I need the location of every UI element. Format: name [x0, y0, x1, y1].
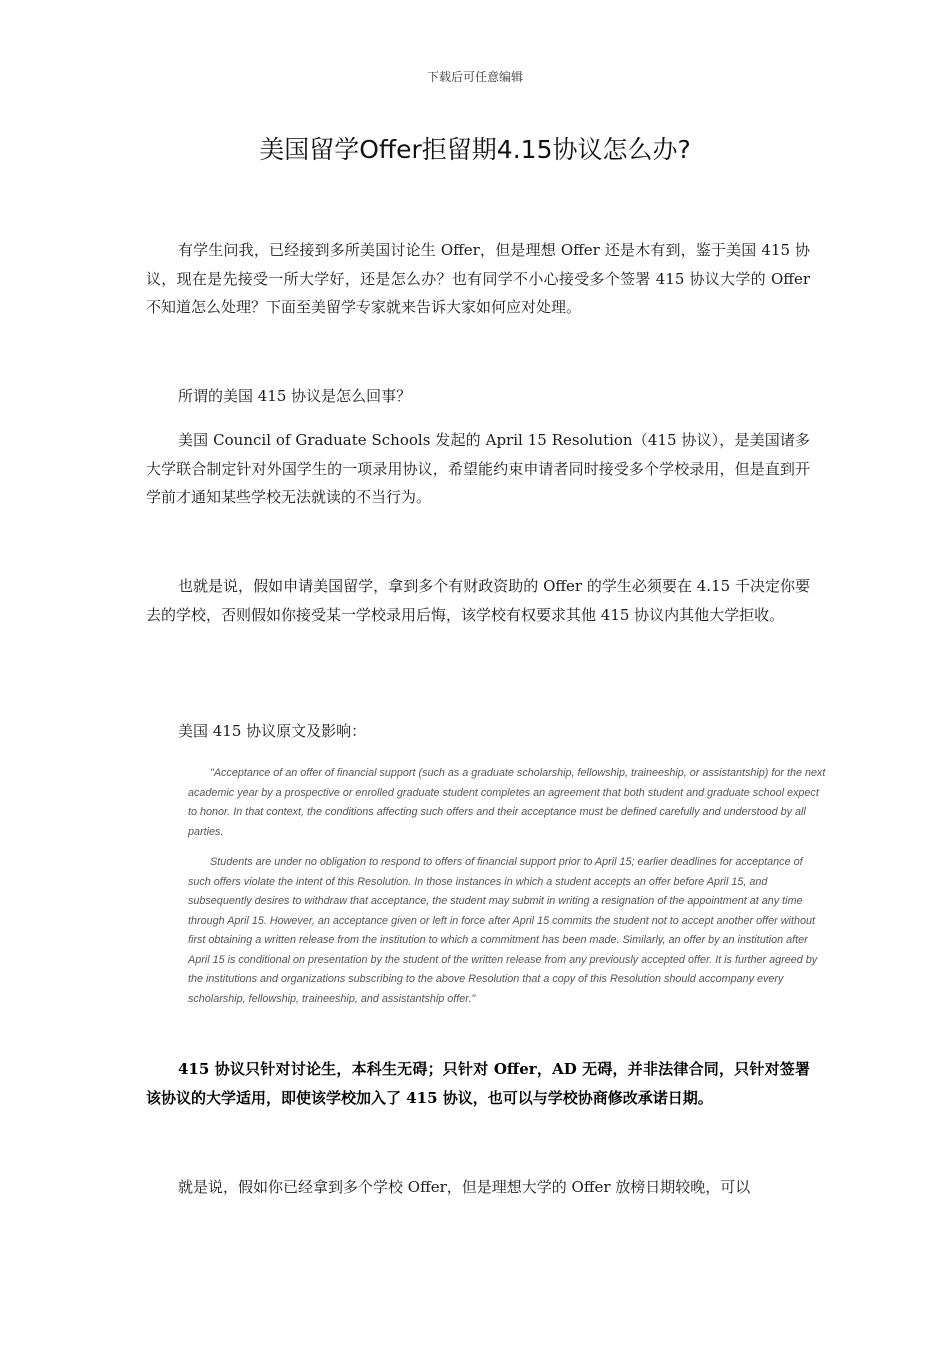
original-text-heading-paragraph: 美国 415 协议原文及影响： — [178, 722, 367, 740]
key-points-bold-paragraph: 415 协议只针对讨论生，本科生无碍；只针对 Offer，AD 无碍，并非法律合同，只针对签署该协议的大学适用，即使该学校加入了 415 协议，也可以与学校协商修改承诺日期。 — [146, 1060, 810, 1107]
quote-paragraph-1: "Acceptance of an offer of financial support (such as a graduate scholarship, fellowship, traineeship, or assistantship) for the next academic year by a prospective or enrolled graduate student completes an agreement that both student and graduate school expect to honor. In that context, the conditions affecting such offers and their acceptance must be defined carefully and understood by all parties. — [188, 767, 826, 838]
section-question-paragraph: 所谓的美国 415 协议是怎么回事？ — [178, 387, 412, 405]
deadline-explanation-paragraph: 也就是说，假如申请美国留学，拿到多个有财政资助的 Offer 的学生必须要在 4.15 千决定你要去的学校，否则假如你接受某一学校录用后悔，该学校有权要求其他 415 协议内其他大学拒收。 — [146, 577, 810, 624]
resolution-explanation-paragraph: 美国 Council of Graduate Schools 发起的 April 15 Resolution（415 协议），是美国诸多大学联合制定针对外国学生的一项录用协议，希望能约束申请者同时接受多个学校录用，但是直到开学前才通知某些学校无法就读的不当行为。 — [146, 431, 810, 506]
page-header-note: 下载后可任意编辑 — [426, 70, 523, 84]
intro-paragraph: 有学生问我，已经接到多所美国讨论生 Offer，但是理想 Offer 还是木有到，鉴于美国 415 协议，现在是先接受一所大学好，还是怎么办？也有同学不小心接受多个签署 415 协议大学的 Offer 不知道怎么处理？下面至美留学专家就来告诉大家如何应对处理。 — [146, 241, 810, 316]
resolution-quote-image — [184, 760, 830, 1016]
quote-paragraph-2: Students are under no obligation to respond to offers of financial support prior to April 15; earlier deadlines for acceptance of such offers violate the intent of this Resolution. In those instances in which a student accepts an offer before April 15, and subsequently desires to withdraw that acceptance, the student may submit in writing a resignation of the appointment at any time through April 15. However, an acceptance given or left in force after April 15 commits the student not to accept another offer without first obtaining a written release from the institution to which a commitment has been made. Similarly, an offer by an institution after April 15 is conditional on presentation by the student of the written release from any previously accepted offer. It is further agreed by the institutions and organizations subscribing to the above Resolution that a copy of this Resolution should accompany every scholarship, fellowship, traineeship, and assistantship offer." — [188, 856, 818, 1005]
document-title: 美国留学Offer拒留期4.15协议怎么办? — [259, 135, 691, 164]
closing-paragraph: 就是说，假如你已经拿到多个学校 Offer，但是理想大学的 Offer 放榜日期较晚，可以 — [178, 1178, 751, 1196]
